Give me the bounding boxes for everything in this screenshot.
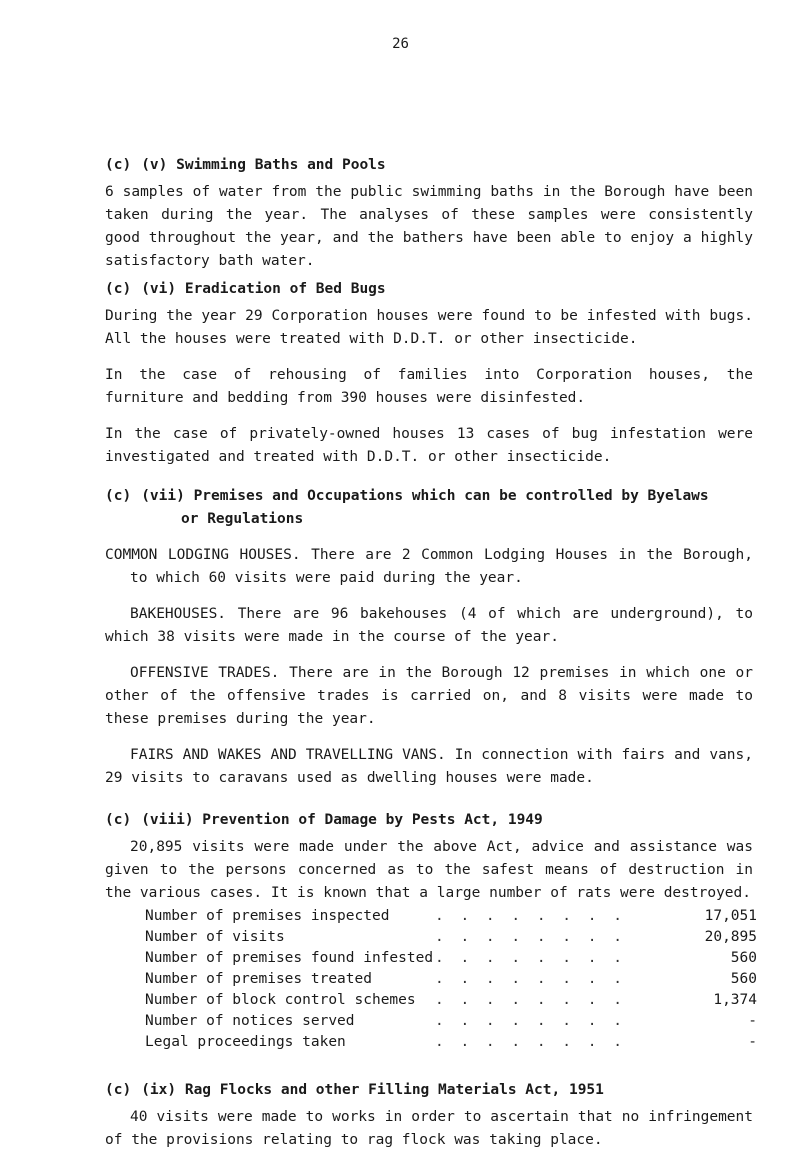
leader-dots: . . . . . . . . bbox=[435, 1034, 626, 1050]
table-row bbox=[145, 1034, 765, 1055]
leader-dots: . . . . . . . . bbox=[435, 971, 626, 987]
heading-text: (vi) Eradication of Bed Bugs bbox=[141, 281, 386, 297]
table-row bbox=[145, 950, 765, 971]
heading-number: (c) bbox=[105, 488, 132, 504]
row-label: Number of premises treated bbox=[145, 971, 372, 987]
heading-text: (viii) Prevention of Damage by Pests Act, 1949 bbox=[141, 812, 543, 828]
row-label: Number of visits bbox=[145, 929, 285, 945]
leader-dots: . . . . . . . . bbox=[435, 908, 626, 924]
section-heading-premises-line2: or Regulations bbox=[181, 511, 304, 527]
row-value: 17,051 bbox=[704, 908, 757, 924]
paragraph-bed-bugs-2: In the case of rehousing of families into Corporation houses, the furniture and bedding from 390 houses were disinfested. bbox=[105, 367, 753, 406]
paragraph-rag-flocks: 40 visits were made to works in order to ascertain that no infringement of the provisions relating to rag flock was taking place. bbox=[105, 1109, 753, 1148]
row-label: Number of notices served bbox=[145, 1013, 355, 1029]
paragraph-pests-act: 20,895 visits were made under the above Act, advice and assistance was given to the persons concerned as to the safest means of destruction in the various cases. It is known that a large number of rats were destroyed. bbox=[105, 839, 753, 901]
paragraph-bakehouses: BAKEHOUSES. There are 96 bakehouses (4 of which are underground), to which 38 visits were made in the course of the year. bbox=[105, 606, 753, 645]
page-number: 26 bbox=[392, 36, 409, 52]
pests-statistics-table bbox=[145, 908, 765, 1055]
section-heading-swimming-baths bbox=[105, 157, 386, 173]
leader-dots: . . . . . . . . bbox=[435, 950, 626, 966]
section-heading-rag-flocks bbox=[105, 1082, 604, 1098]
row-label: Number of premises found infested bbox=[145, 950, 434, 966]
row-label: Number of premises inspected bbox=[145, 908, 390, 924]
row-value: - bbox=[748, 1013, 757, 1029]
heading-number: (c) bbox=[105, 157, 132, 173]
heading-text: (vii) Premises and Occupations which can be controlled by Byelaws bbox=[141, 488, 709, 504]
paragraph-common-lodging-houses: COMMON LODGING HOUSES. There are 2 Common Lodging Houses in the Borough, to which 60 visits were paid during the year. bbox=[105, 547, 753, 586]
paragraph-swimming-baths: 6 samples of water from the public swimming baths in the Borough have been taken during the year. The analyses of these samples were consistently good throughout the year, and the bathers have been able to enjoy a highly satisfactory bath water. bbox=[105, 184, 753, 269]
table-row bbox=[145, 1013, 765, 1034]
row-value: - bbox=[748, 1034, 757, 1050]
leader-dots: . . . . . . . . bbox=[435, 1013, 626, 1029]
heading-number: (c) bbox=[105, 1082, 132, 1098]
heading-text: (ix) Rag Flocks and other Filling Materials Act, 1951 bbox=[141, 1082, 604, 1098]
section-heading-premises bbox=[105, 488, 709, 504]
paragraph-fairs-and-wakes: FAIRS AND WAKES AND TRAVELLING VANS. In connection with fairs and vans, 29 visits to caravans used as dwelling houses were made. bbox=[105, 747, 753, 786]
heading-number: (c) bbox=[105, 281, 132, 297]
table-row bbox=[145, 971, 765, 992]
row-value: 20,895 bbox=[704, 929, 757, 945]
section-heading-pests-act bbox=[105, 812, 543, 828]
row-label: Number of block control schemes bbox=[145, 992, 416, 1008]
row-value: 560 bbox=[730, 971, 757, 987]
heading-text: (v) Swimming Baths and Pools bbox=[141, 157, 386, 173]
paragraph-bed-bugs-1: During the year 29 Corporation houses were found to be infested with bugs. All the houses were treated with D.D.T. or other insecticide. bbox=[105, 308, 753, 347]
paragraph-offensive-trades: OFFENSIVE TRADES. There are in the Borough 12 premises in which one or other of the offensive trades is carried on, and 8 visits were made to these premises during the year. bbox=[105, 665, 753, 727]
leader-dots: . . . . . . . . bbox=[435, 992, 626, 1008]
table-row bbox=[145, 929, 765, 950]
table-row bbox=[145, 908, 765, 929]
section-heading-bed-bugs bbox=[105, 281, 386, 297]
row-value: 560 bbox=[730, 950, 757, 966]
table-row bbox=[145, 992, 765, 1013]
row-label: Legal proceedings taken bbox=[145, 1034, 346, 1050]
leader-dots: . . . . . . . . bbox=[435, 929, 626, 945]
paragraph-bed-bugs-3: In the case of privately-owned houses 13 cases of bug infestation were investigated and treated with D.D.T. or other insecticide. bbox=[105, 426, 753, 465]
heading-number: (c) bbox=[105, 812, 132, 828]
row-value: 1,374 bbox=[713, 992, 757, 1008]
